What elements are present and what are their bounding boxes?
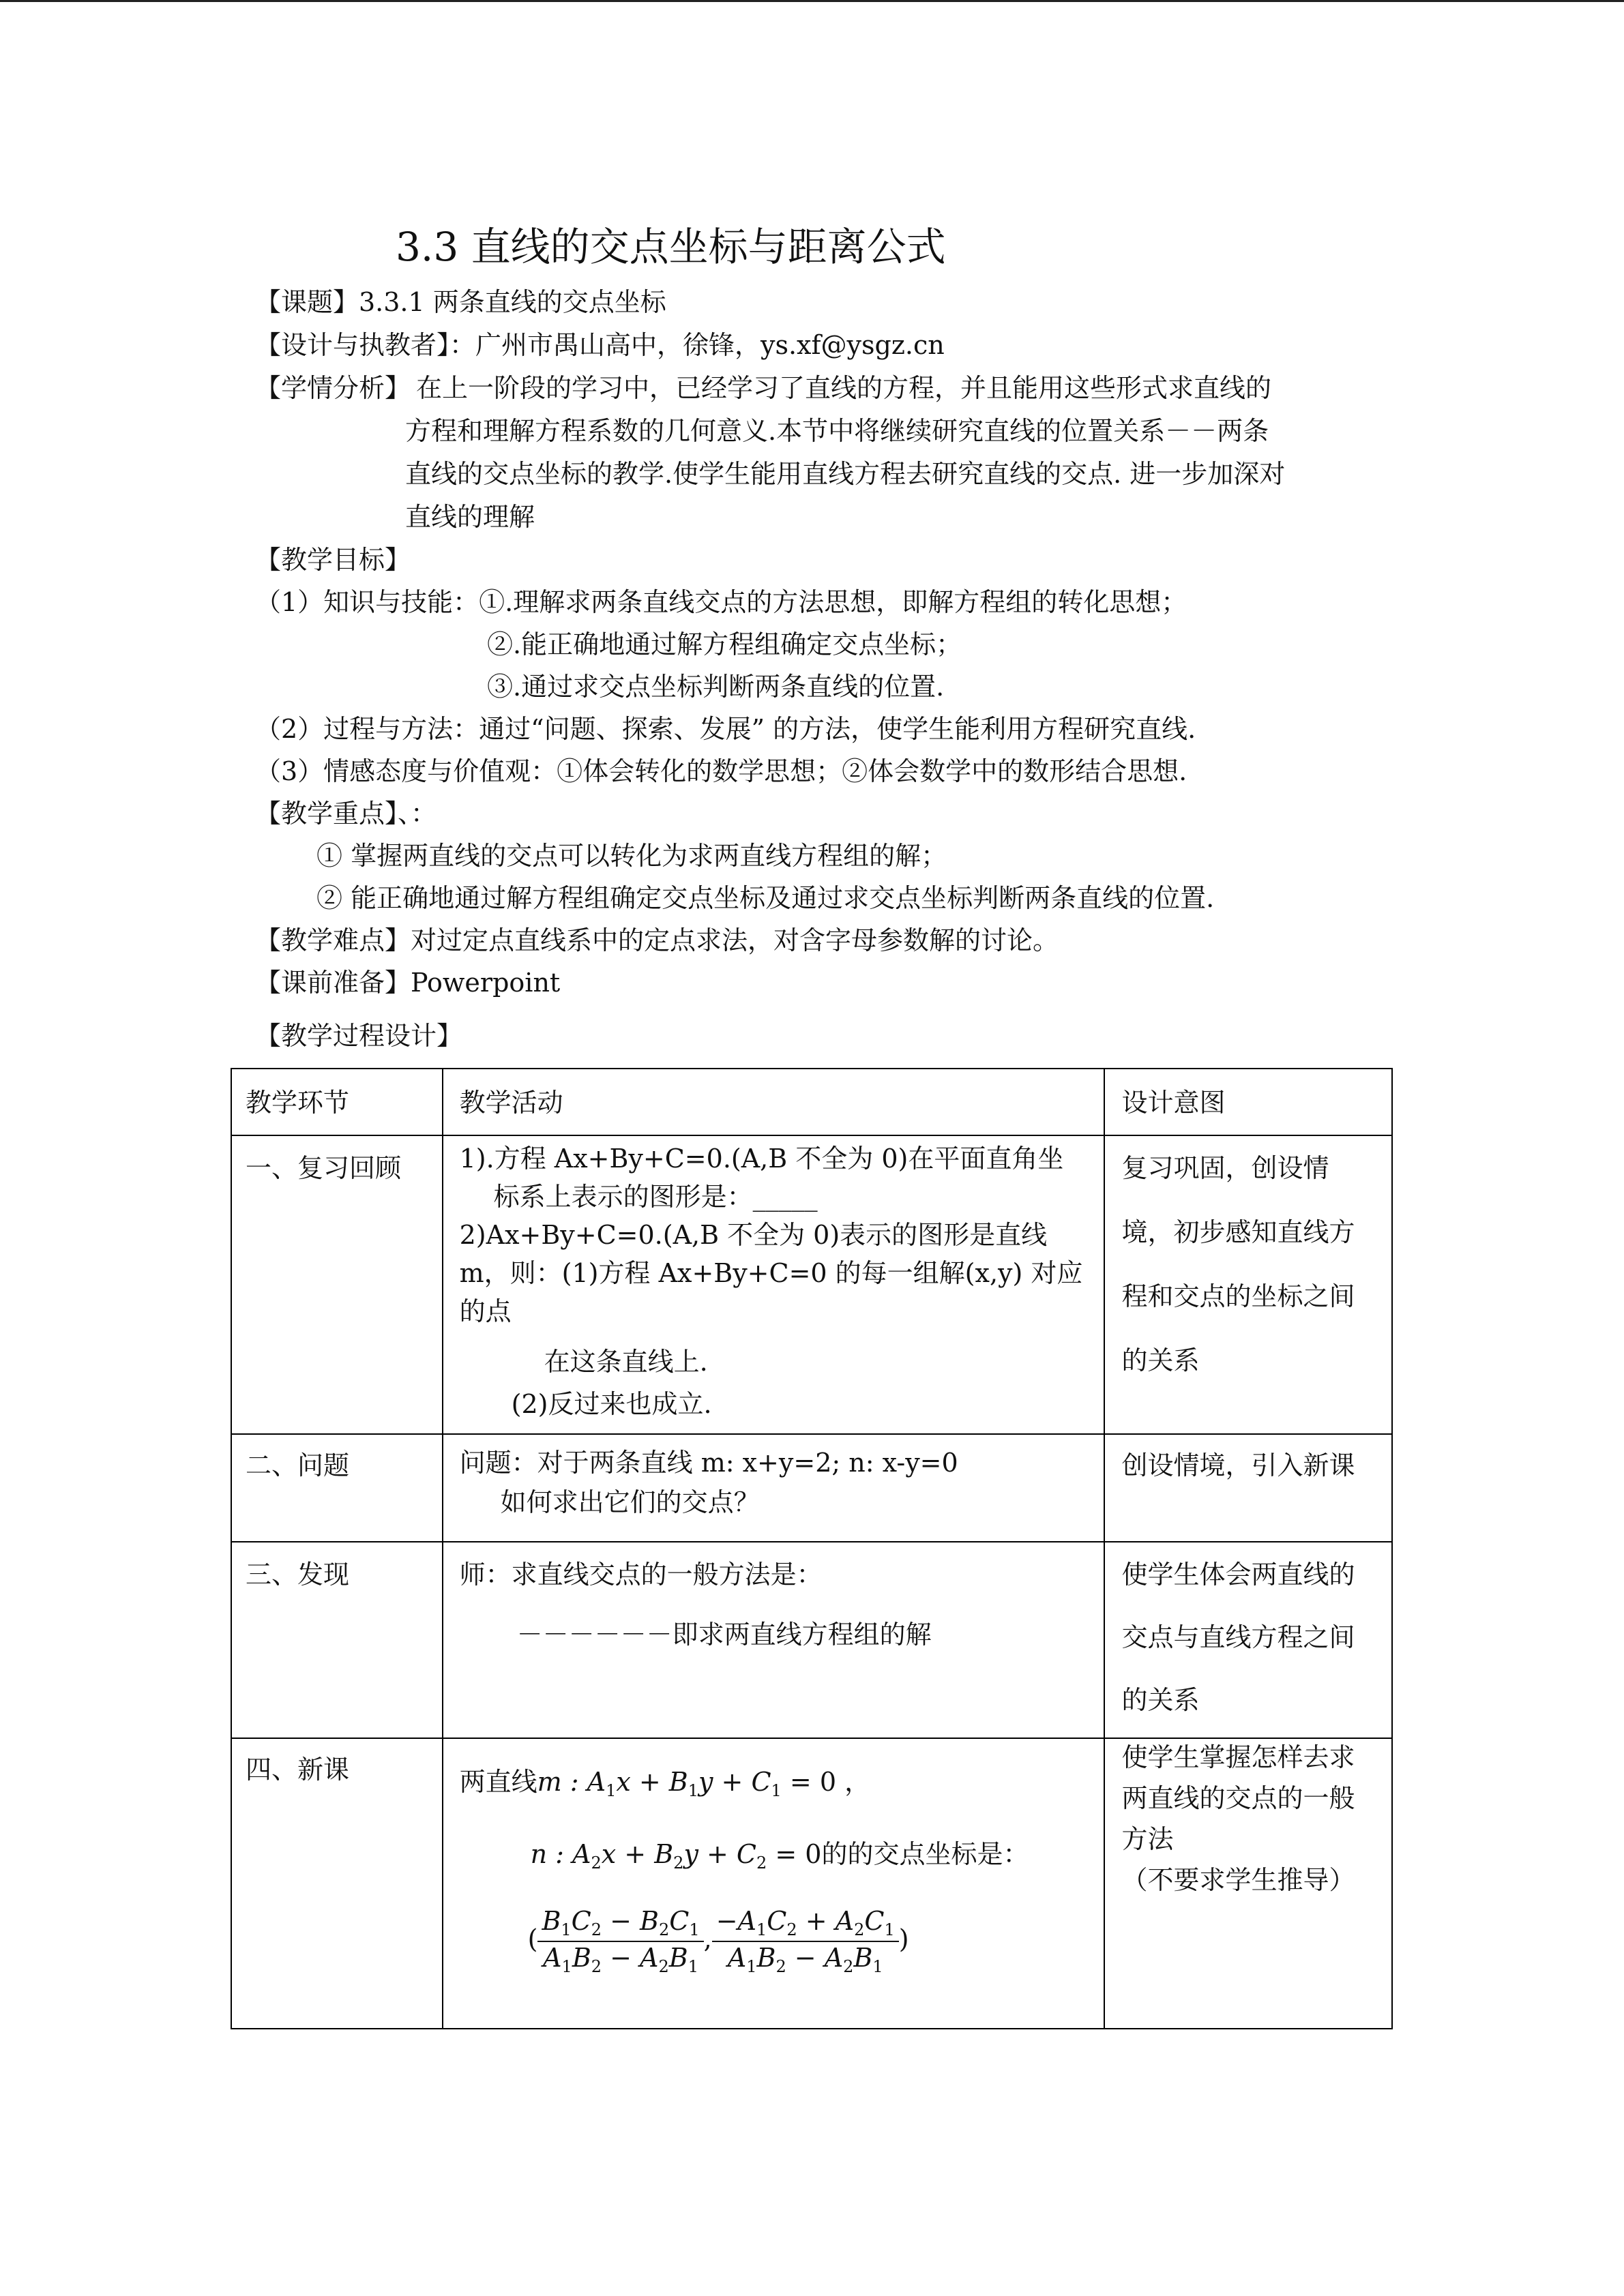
intersection-formula: ( $\frac{B_1C_2 - B_2C_1}{A_1B_2 - A_2B_1}$ , $\frac{-A_1C_2 + A_2C_1}{A_1B_2 - A_2B_1}$ ) — [527, 1906, 909, 1976]
key-point-1: ① 掌握两直线的交点可以转化为求两直线方程组的解； — [316, 841, 947, 871]
equation-n: n : $A_2x + B_2y + C_2 = 0$的的交点坐标是： — [530, 1839, 1029, 1873]
goal-emotion: （3）情感态度与价值观：①体会转化的数学思想；②体会数学中的数形结合思想. — [255, 756, 1187, 786]
analysis-label: 【学情分析】 — [255, 373, 411, 403]
header-cell-stage: 教学环节 — [231, 1069, 443, 1135]
cell-activity-discovery: 师：求直线交点的一般方法是： －－－－－－即求两直线方程组的解 — [443, 1542, 1105, 1738]
page-title: 3.3 直线的交点坐标与距离公式 — [396, 224, 946, 270]
analysis-line-1: 在上一阶段的学习中，已经学习了直线的方程，并且能用这些形式求直线的 — [416, 373, 1272, 403]
goal-knowledge-2: ②.能正确地通过解方程组确定交点坐标； — [487, 629, 962, 659]
table-row-discovery — [231, 1542, 1392, 1738]
process-heading: 【教学过程设计】 — [255, 1021, 463, 1051]
cell-stage-discovery: 三、发现 — [231, 1542, 443, 1738]
analysis-line-3: 直线的交点坐标的教学.使学生能用直线方程去研究直线的交点. 进一步加深对 — [405, 459, 1286, 489]
cell-intent-review: 复习巩固，创设情 境，初步感知直线方 程和交点的坐标之间 的关系 — [1104, 1135, 1392, 1434]
cell-activity-review: 1).方程 Ax+By+C=0.(A,B 不全为 0)在平面直角坐 标系上表示的图形是：_____ 2)Ax+By+C=0.(A,B 不全为 0)表示的图形是直线 m，则：(1)方程 Ax+By+C=0 的每一组解(x,y) 对应 的点 在这条直线上. (2)反过来也成立. — [443, 1135, 1105, 1434]
topic-line: 【课题】3.3.1 两条直线的交点坐标 — [255, 287, 666, 317]
cell-stage-review: 一、复习回顾 — [231, 1135, 443, 1434]
key-points-heading: 【教学重点】、： — [255, 799, 437, 829]
key-point-2: ② 能正确地通过解方程组确定交点坐标及通过求交点坐标判断两条直线的位置. — [316, 883, 1215, 913]
cell-stage-question: 二、问题 — [231, 1434, 443, 1542]
equation-n-formula: n : $A_2x + B_2y + C_2$ — [530, 1839, 767, 1873]
equation-m-formula: m : $A_1x + B_1y + C_1$ — [537, 1767, 782, 1800]
difficulty-line: 【教学难点】对过定点直线系中的定点求法，对含字母参数解的讨论。 — [255, 925, 1059, 955]
cell-intent-new-lesson: 使学生掌握怎样去求 两直线的交点的一般 方法 （不要求学生推导） — [1104, 1738, 1392, 2029]
goals-heading: 【教学目标】 — [255, 545, 411, 575]
table-row-question — [231, 1434, 1392, 1542]
cell-activity-new-lesson — [443, 1738, 1105, 2029]
table-row-review — [231, 1135, 1392, 1434]
header-cell-intent: 设计意图 — [1104, 1069, 1392, 1135]
table-row-new-lesson — [231, 1738, 1392, 2029]
table-header-row — [231, 1069, 1392, 1135]
goal-knowledge-3: ③.通过求交点坐标判断两条直线的位置. — [487, 672, 945, 702]
teaching-process-table — [231, 1068, 1393, 2029]
goal-knowledge-1: （1）知识与技能：①.理解求两条直线交点的方法思想，即解方程组的转化思想； — [255, 587, 1187, 617]
analysis-line-4: 直线的理解 — [405, 502, 535, 532]
equation-m: 两直线m : $A_1x + B_1y + C_1 = 0$ ， — [459, 1767, 871, 1800]
header-cell-activity: 教学活动 — [443, 1069, 1105, 1135]
top-border-line — [0, 0, 1624, 2]
cell-activity-question: 问题：对于两条直线 m: x+y=2; n: x-y=0 如何求出它们的交点？ — [443, 1434, 1105, 1542]
designer-line: 【设计与执教者】：广州市禺山高中，徐锋，ys.xf@ysgz.cn — [255, 330, 945, 360]
goal-process: （2）过程与方法：通过“问题、探索、发展” 的方法，使学生能利用方程研究直线. — [255, 714, 1196, 744]
analysis-line-2: 方程和理解方程系数的几何意义.本节中将继续研究直线的位置关系－－两条 — [405, 416, 1269, 446]
cell-intent-discovery: 使学生体会两直线的 交点与直线方程之间 的关系 — [1104, 1542, 1392, 1738]
cell-stage-new-lesson: 四、新课 — [231, 1738, 443, 2029]
y-coordinate-fraction: $\frac{-A_1C_2 + A_2C_1}{A_1B_2 - A_2B_1}$ — [712, 1908, 899, 1975]
x-coordinate-fraction: $\frac{B_1C_2 - B_2C_1}{A_1B_2 - A_2B_1}$ — [537, 1908, 703, 1975]
preparation-line: 【课前准备】Powerpoint — [255, 968, 561, 998]
cell-intent-question: 创设情境，引入新课 — [1104, 1434, 1392, 1542]
